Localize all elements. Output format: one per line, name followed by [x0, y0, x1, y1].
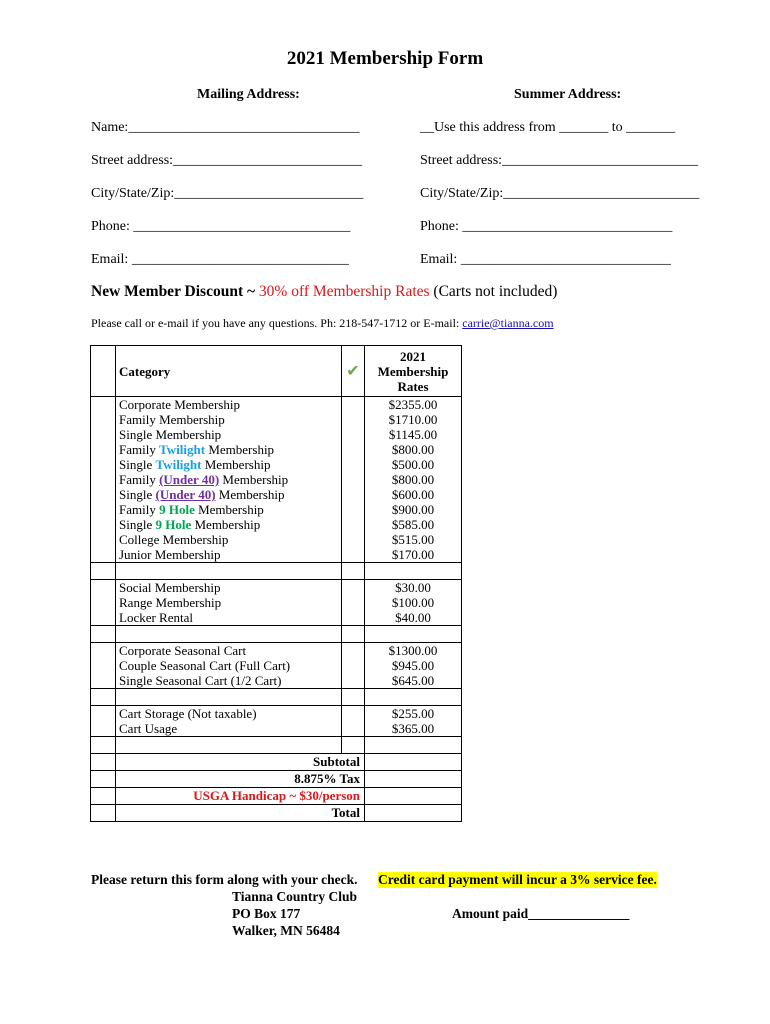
rate-cell [365, 706, 462, 737]
row-marker-cell [91, 771, 116, 788]
rate-cell [365, 643, 462, 689]
credit-card-fee-note: Credit card payment will incur a 3% service fee. [378, 872, 657, 887]
category-item: Family Membership [119, 412, 225, 427]
row-marker-cell [91, 626, 116, 643]
category-cell [116, 689, 342, 706]
row-marker-cell [91, 737, 116, 754]
rate-value: $800.00 [391, 442, 435, 457]
category-cell [116, 706, 342, 737]
rate-cell [365, 580, 462, 626]
totals-label: Total [116, 805, 365, 822]
totals-row [91, 771, 462, 788]
summer-street-field[interactable]: Street address:____________________________ [420, 153, 699, 168]
row-marker-cell [91, 788, 116, 805]
category-item: Couple Seasonal Cart (Full Cart) [119, 658, 291, 673]
category-item: Single 9 Hole Membership [119, 517, 261, 532]
category-item: Locker Rental [119, 610, 193, 625]
summer-dates-field[interactable]: __Use this address from _______ to _______ [420, 120, 676, 135]
amount-paid-field[interactable]: Amount paid_______________ [452, 906, 630, 921]
table-row [91, 580, 462, 626]
discount-offer: 30% off Membership Rates [258, 283, 430, 300]
totals-amount-field[interactable] [365, 805, 462, 822]
select-cell[interactable] [342, 397, 365, 563]
rate-value: $170.00 [391, 547, 435, 562]
summer-phone-field[interactable]: Phone: ______________________________ [420, 219, 673, 234]
category-item: Single Membership [119, 427, 222, 442]
totals-amount-field[interactable] [365, 788, 462, 805]
rates-header: 2021 Membership Rates [365, 346, 462, 397]
rate-value: $515.00 [391, 532, 435, 547]
rate-value: $40.00 [395, 610, 431, 625]
rate-value: $945.00 [391, 658, 435, 673]
club-city: Walker, MN 56484 [232, 923, 340, 938]
category-item: Single (Under 40) Membership [119, 487, 285, 502]
rate-cell [365, 737, 462, 754]
rate-value: $30.00 [395, 580, 431, 595]
category-cell [116, 580, 342, 626]
check-icon: ✔ [346, 362, 360, 380]
table-row [91, 397, 462, 563]
table-blank-cell [91, 346, 116, 397]
row-marker-cell [91, 643, 116, 689]
category-item: Family 9 Hole Membership [119, 502, 264, 517]
category-item: Family Twilight Membership [119, 442, 275, 457]
rate-cell [365, 397, 462, 563]
totals-label: 8.875% Tax [116, 771, 365, 788]
totals-row [91, 754, 462, 771]
category-item: Corporate Seasonal Cart [119, 643, 247, 658]
rate-value: $500.00 [391, 457, 435, 472]
rate-value: $365.00 [391, 721, 435, 736]
table-spacer-row [91, 563, 462, 580]
category-item: Cart Storage (Not taxable) [119, 706, 257, 721]
new-member-discount [91, 283, 557, 301]
category-cell [116, 737, 342, 754]
mailing-citystatezip-field[interactable]: City/State/Zip:___________________________ [91, 186, 364, 201]
table-row [91, 706, 462, 737]
totals-amount-field[interactable] [365, 771, 462, 788]
rate-value: $100.00 [391, 595, 435, 610]
totals-row [91, 788, 462, 805]
select-cell[interactable] [342, 737, 365, 754]
table-spacer-row [91, 689, 462, 706]
select-cell[interactable] [342, 563, 365, 580]
table-spacer-row [91, 626, 462, 643]
row-marker-cell [91, 563, 116, 580]
table-spacer-row [91, 737, 462, 754]
rate-cell [365, 626, 462, 643]
rate-value: $1300.00 [388, 643, 438, 658]
mailing-street-field[interactable]: Street address:___________________________ [91, 153, 363, 168]
category-item: Junior Membership [119, 547, 221, 562]
row-marker-cell [91, 397, 116, 563]
row-marker-cell [91, 754, 116, 771]
select-cell[interactable] [342, 689, 365, 706]
rate-value: $1145.00 [388, 427, 438, 442]
return-instructions: Please return this form along with your check. [91, 872, 358, 887]
mailing-phone-field[interactable]: Phone: _______________________________ [91, 219, 351, 234]
totals-amount-field[interactable] [365, 754, 462, 771]
discount-label: New Member Discount ~ [91, 283, 259, 300]
rate-value: $585.00 [391, 517, 435, 532]
rate-value: $900.00 [391, 502, 435, 517]
category-item: Single Seasonal Cart (1/2 Cart) [119, 673, 282, 688]
category-cell [116, 397, 342, 563]
table-header-row [91, 346, 462, 397]
category-cell [116, 643, 342, 689]
mailing-email-field[interactable]: Email: _______________________________ [91, 252, 349, 267]
row-marker-cell [91, 706, 116, 737]
select-cell[interactable] [342, 626, 365, 643]
summer-email-field[interactable]: Email: ______________________________ [420, 252, 671, 267]
checkbox-column-header [342, 346, 365, 397]
category-cell [116, 626, 342, 643]
table-row [91, 643, 462, 689]
summer-address-heading: Summer Address: [514, 87, 622, 102]
totals-label: USGA Handicap ~ $30/person [116, 788, 365, 805]
contact-text: Please call or e-mail if you have any questions. Ph: 218-547-1712 or E-mail: [91, 316, 463, 330]
rate-value: $600.00 [391, 487, 435, 502]
mailing-address-heading: Mailing Address: [197, 87, 300, 102]
category-header: Category [116, 346, 342, 397]
row-marker-cell [91, 689, 116, 706]
select-cell[interactable] [342, 580, 365, 626]
rate-value: $1710.00 [388, 412, 438, 427]
rate-value: $2355.00 [388, 397, 438, 412]
contact-line [91, 316, 554, 331]
mailing-name-field[interactable]: Name:_________________________________ [91, 120, 360, 135]
rate-value: $255.00 [391, 706, 435, 721]
rate-value: $800.00 [391, 472, 435, 487]
contact-email-link[interactable]: carrie@tianna.com [462, 316, 554, 330]
membership-rates-table [90, 345, 462, 822]
category-cell [116, 563, 342, 580]
rate-cell [365, 689, 462, 706]
rate-value: $645.00 [391, 673, 435, 688]
club-name: Tianna Country Club [232, 889, 358, 904]
category-item: Range Membership [119, 595, 222, 610]
row-marker-cell [91, 805, 116, 822]
category-item: Single Twilight Membership [119, 457, 271, 472]
discount-note: (Carts not included) [429, 283, 558, 300]
totals-label: Subtotal [116, 754, 365, 771]
select-cell[interactable] [342, 706, 365, 737]
rate-cell [365, 563, 462, 580]
club-po-box: PO Box 177 [232, 906, 301, 921]
summer-citystatezip-field[interactable]: City/State/Zip:____________________________ [420, 186, 700, 201]
category-item: Social Membership [119, 580, 221, 595]
totals-row [91, 805, 462, 822]
category-item: College Membership [119, 532, 229, 547]
row-marker-cell [91, 580, 116, 626]
category-item: Family (Under 40) Membership [119, 472, 289, 487]
form-title: 2021 Membership Form [286, 48, 484, 69]
category-item: Corporate Membership [119, 397, 240, 412]
category-item: Cart Usage [119, 721, 178, 736]
select-cell[interactable] [342, 643, 365, 689]
